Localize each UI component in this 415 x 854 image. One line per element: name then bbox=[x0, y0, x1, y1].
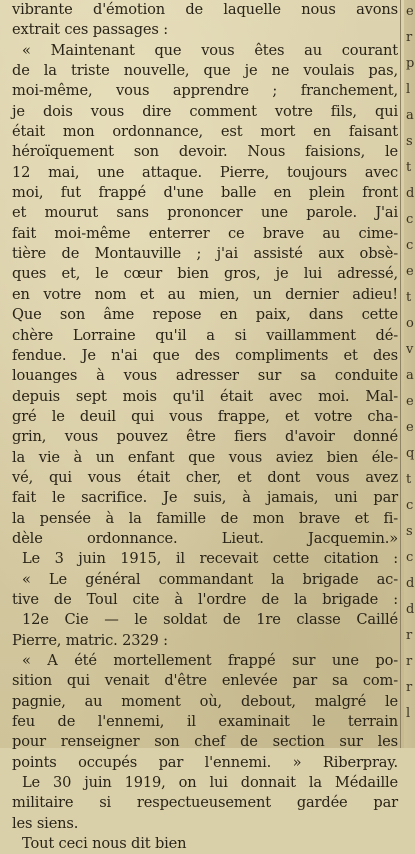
article-line-42: Tout ceci nous dit bien bbox=[22, 835, 187, 853]
article-line-2: extrait ces passages : bbox=[12, 21, 168, 39]
article-line-6: je dois vous dire comment votre fils, qui bbox=[12, 102, 398, 120]
edge-glyph: t bbox=[406, 160, 412, 175]
article-line-37: pour renseigner son chef de section sur les bbox=[12, 733, 398, 751]
article-line-23: la vie à un enfant que vous aviez bien éle- bbox=[12, 448, 398, 466]
edge-glyph: a bbox=[406, 368, 414, 383]
article-line-4: de la triste nouvelle, que je ne voulais pas, bbox=[12, 62, 398, 80]
article-line-20: depuis sept mois qu'il était avec moi. Mal- bbox=[12, 387, 398, 405]
article-line-17: chère Lorraine qu'il a si vaillamment dé- bbox=[12, 326, 398, 344]
article-line-25: fait le sacrifice. Je suis, à jamais, uni par bbox=[12, 489, 398, 507]
edge-glyph: p bbox=[406, 56, 415, 71]
article-column bbox=[12, 0, 398, 853]
edge-glyph: l bbox=[406, 82, 411, 97]
article-line-18: fendue. Je n'ai que des compliments et des bbox=[12, 346, 398, 364]
edge-glyph: d bbox=[406, 186, 415, 201]
article-line-39: Le 30 juin 1919, on lui donnait la Médaille bbox=[22, 774, 398, 792]
edge-glyph: s bbox=[406, 134, 413, 149]
edge-glyph: q bbox=[406, 446, 415, 461]
article-line-40: militaire si respectueusement gardée par bbox=[12, 794, 398, 812]
edge-glyph: d bbox=[406, 576, 415, 591]
article-line-34: sition qui venait d'être enlevée par sa com- bbox=[12, 672, 398, 690]
edge-glyph: t bbox=[406, 472, 412, 487]
article-line-7: était mon ordonnance, est mort en faisant bbox=[12, 123, 398, 141]
article-line-15: en votre nom et au mien, un dernier adieu! bbox=[12, 285, 398, 303]
article-line-38: points occupés par l'ennemi. » Riberpray. bbox=[12, 753, 398, 771]
edge-glyph: c bbox=[406, 550, 414, 565]
edge-glyph: r bbox=[406, 628, 413, 643]
adjacent-column-edge bbox=[404, 0, 415, 748]
article-line-31: 12e Cie — le soldat de 1re classe Caillé bbox=[22, 611, 398, 629]
article-line-12: fait moi-même enterrer ce brave au cime- bbox=[12, 224, 398, 242]
column-divider bbox=[400, 0, 401, 748]
edge-glyph: r bbox=[406, 30, 413, 45]
article-line-9: 12 mai, une attaque. Pierre, toujours avec bbox=[12, 163, 398, 181]
edge-glyph: c bbox=[406, 238, 414, 253]
edge-glyph: c bbox=[406, 498, 414, 513]
edge-glyph: t bbox=[406, 290, 412, 305]
article-line-27: dèle ordonnance. Lieut. Jacquemin.» bbox=[12, 529, 398, 547]
article-line-35: pagnie, au moment où, debout, malgré le bbox=[12, 692, 398, 710]
edge-glyph: r bbox=[406, 654, 413, 669]
article-line-21: gré le deuil qui vous frappe, et votre cha- bbox=[12, 407, 398, 425]
article-line-11: et mourut sans prononcer une parole. J'ai bbox=[12, 204, 398, 222]
edge-glyph: l bbox=[406, 706, 411, 721]
article-line-10: moi, fut frappé d'une balle en plein front bbox=[12, 184, 398, 202]
article-line-22: grin, vous pouvez être fiers d'avoir donné bbox=[12, 428, 398, 446]
article-line-24: vé, qui vous était cher, et dont vous avez bbox=[12, 468, 398, 486]
article-line-36: feu de l'ennemi, il examinait le terrain bbox=[12, 713, 398, 731]
article-line-13: tière de Montauville ; j'ai assisté aux obsè- bbox=[12, 245, 398, 263]
edge-glyph: s bbox=[406, 524, 413, 539]
article-line-8: héroïquement son devoir. Nous faisions, le bbox=[12, 143, 398, 161]
edge-glyph: c bbox=[406, 212, 414, 227]
edge-glyph: e bbox=[406, 420, 414, 435]
article-line-5: moi-même, vous apprendre ; franchement, bbox=[12, 82, 398, 100]
article-line-1: vibrante d'émotion de laquelle nous avons bbox=[12, 1, 398, 18]
article-line-14: ques et, le cœur bien gros, je lui adressé, bbox=[12, 265, 398, 283]
article-line-33: « A été mortellement frappé sur une po- bbox=[22, 652, 398, 669]
edge-glyph: d bbox=[406, 602, 415, 617]
article-line-30: tive de Toul cite à l'ordre de la brigade : bbox=[12, 590, 398, 608]
article-line-29: « Le général commandant la brigade ac- bbox=[22, 570, 398, 588]
article-line-41: les siens. bbox=[12, 814, 79, 832]
edge-glyph: v bbox=[406, 342, 414, 357]
edge-glyph: e bbox=[406, 394, 414, 409]
edge-glyph: r bbox=[406, 680, 413, 695]
article-line-32: Pierre, matric. 2329 : bbox=[12, 631, 168, 649]
article-line-26: la pensée à la famille de mon brave et fi- bbox=[12, 509, 398, 527]
edge-glyph: o bbox=[406, 316, 414, 331]
article-line-28: Le 3 juin 1915, il recevait cette citation : bbox=[22, 550, 398, 568]
article-line-19: louanges à vous adresser sur sa conduite bbox=[12, 367, 398, 385]
edge-glyph: a bbox=[406, 108, 414, 123]
edge-glyph: e bbox=[406, 264, 414, 279]
article-line-16: Que son âme repose en paix, dans cette bbox=[12, 306, 398, 324]
edge-glyph: e bbox=[406, 4, 414, 19]
article-line-3: « Maintenant que vous êtes au courant bbox=[22, 41, 398, 59]
